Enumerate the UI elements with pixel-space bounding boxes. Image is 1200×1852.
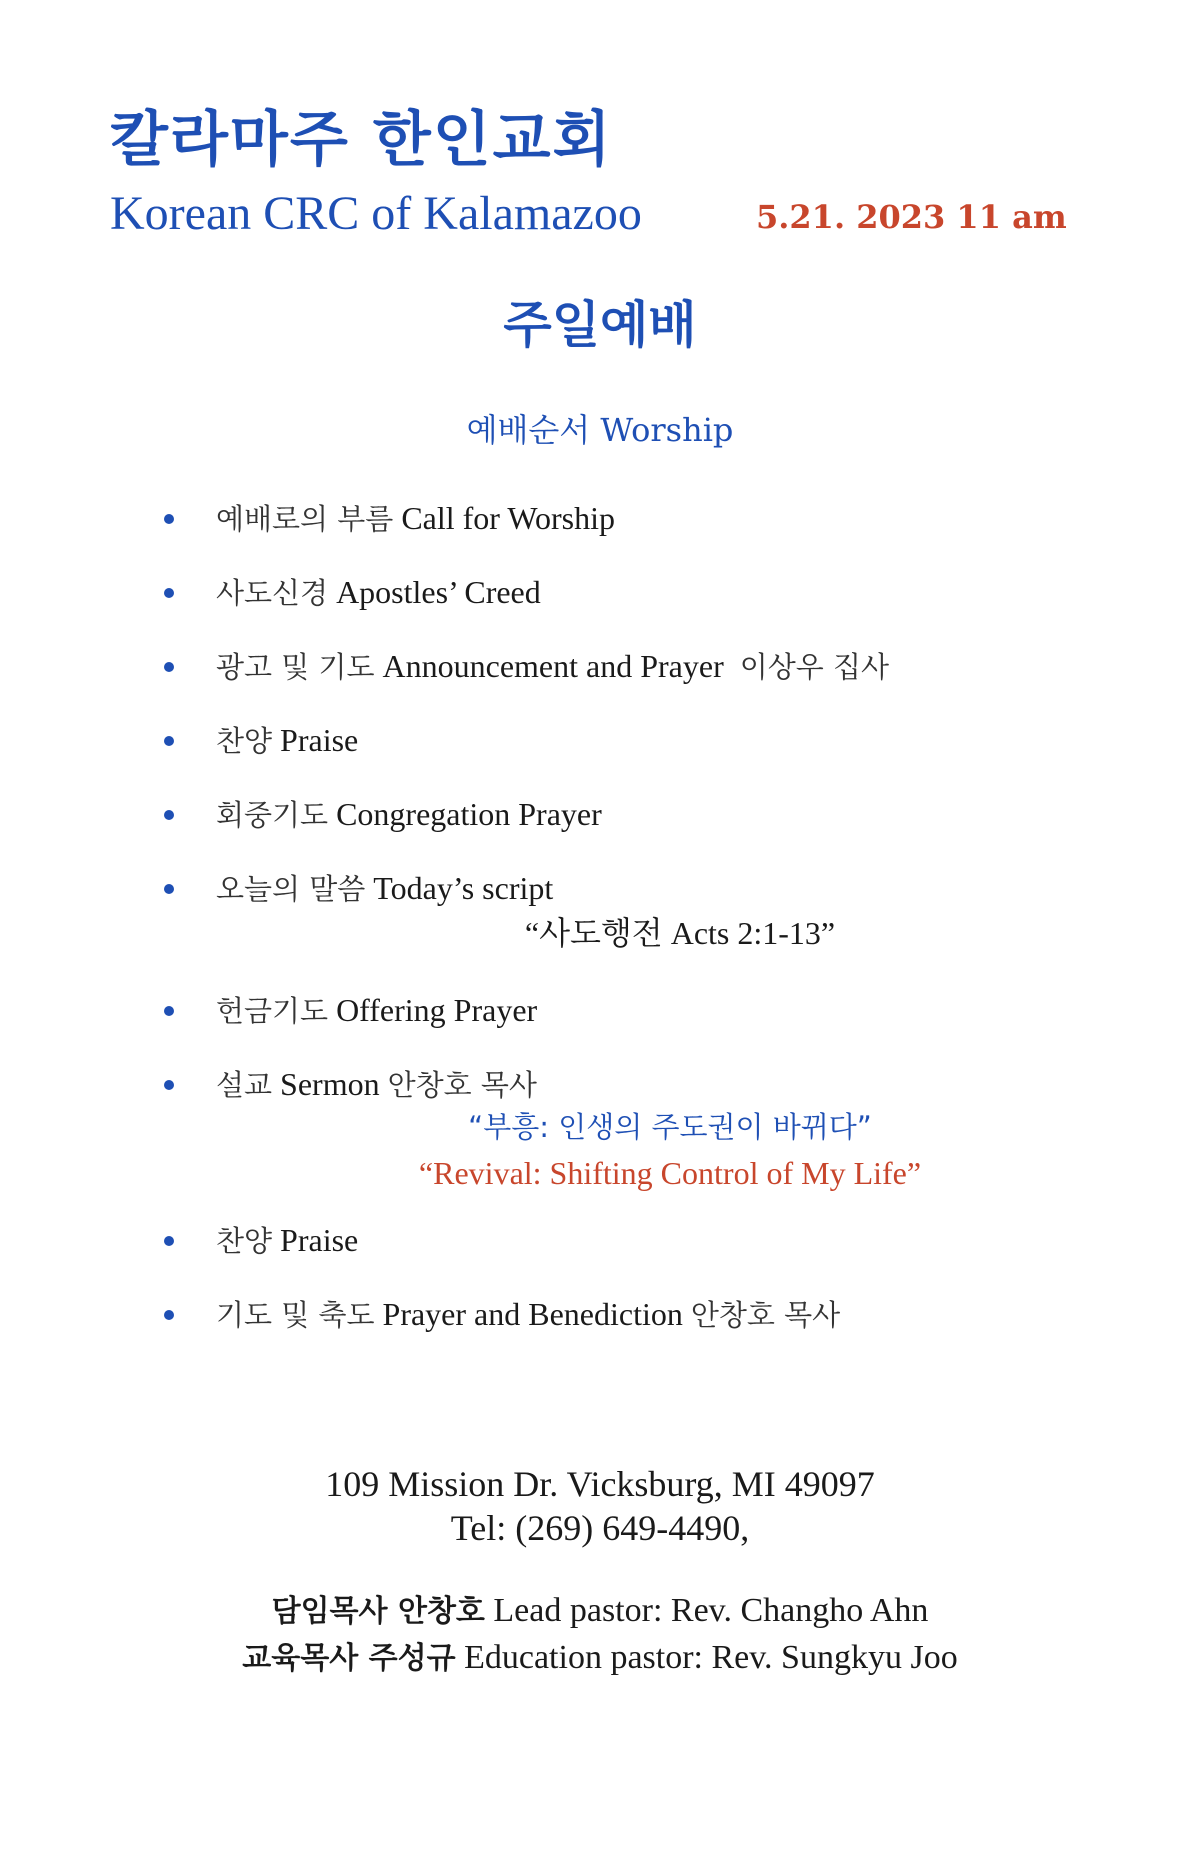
church-name-english: Korean CRC of Kalamazoo: [110, 187, 642, 240]
item-english: Apostles’ Creed: [336, 574, 541, 610]
list-item: [160, 490, 1060, 564]
item-leader: 이상우 집사: [739, 650, 890, 684]
list-item: [160, 564, 1060, 638]
item-english: Announcement and Prayer: [382, 648, 724, 684]
order-of-worship-title: 예배순서 Worship: [466, 411, 734, 449]
scripture-reference: “사도행전 Acts 2:1-13”: [524, 915, 836, 951]
bullet-icon: [164, 514, 174, 524]
item-korean: 설교: [216, 1068, 273, 1102]
list-item: [160, 1056, 1060, 1212]
sermon-title-korean: “부흥: 인생의 주도권이 바뀌다”: [468, 1110, 872, 1144]
item-korean: 헌금기도: [216, 994, 329, 1028]
item-english: Today’s script: [373, 870, 554, 906]
item-english: Call for Worship: [401, 500, 616, 536]
item-korean: 사도신경: [216, 576, 329, 610]
education-pastor-korean: 교육목사 주성규: [242, 1641, 456, 1676]
item-english: Offering Prayer: [336, 992, 538, 1028]
bullet-icon: [164, 1236, 174, 1246]
list-item: [160, 786, 1060, 860]
pastors-block: [0, 1588, 1200, 1682]
bullet-icon: [164, 884, 174, 894]
bullet-icon: [164, 1310, 174, 1320]
item-english: Praise: [280, 1222, 359, 1258]
item-korean: 예배로의 부름: [216, 502, 394, 536]
item-english: Congregation Prayer: [336, 796, 602, 832]
list-item: [160, 982, 1060, 1056]
item-korean: 찬양: [216, 724, 273, 758]
bullet-icon: [164, 662, 174, 672]
service-date: 5.21. 2023 11 am: [756, 198, 1067, 236]
service-title: 주일예배: [503, 296, 697, 354]
sermon-title-english: “Revival: Shifting Control of My Life”: [418, 1155, 922, 1191]
item-korean: 회중기도: [216, 798, 329, 832]
order-of-worship-list: [160, 490, 1060, 1360]
item-leader: 안창호 목사: [387, 1068, 537, 1102]
education-pastor-english: Education pastor: Rev. Sungkyu Joo: [464, 1639, 958, 1676]
item-korean: 기도 및 축도: [216, 1298, 375, 1332]
list-item: [160, 638, 1060, 712]
bullet-icon: [164, 736, 174, 746]
bullet-icon: [164, 1006, 174, 1016]
bullet-icon: [164, 1080, 174, 1090]
list-item: [160, 860, 1060, 982]
item-korean: 오늘의 말씀: [216, 872, 366, 906]
item-english: Prayer and Benediction: [382, 1296, 683, 1332]
list-item: [160, 1212, 1060, 1286]
item-leader: 안창호 목사: [690, 1298, 841, 1332]
item-english: Sermon: [280, 1066, 380, 1102]
church-address-block: [0, 1462, 1200, 1550]
list-item: [160, 1286, 1060, 1360]
bullet-icon: [164, 810, 174, 820]
address-line: 109 Mission Dr. Vicksburg, MI 49097: [325, 1464, 875, 1504]
lead-pastor-korean: 담임목사 안창호: [271, 1594, 485, 1629]
lead-pastor-english: Lead pastor: Rev. Changho Ahn: [493, 1592, 929, 1629]
church-name-korean: 칼라마주 한인교회: [110, 105, 613, 175]
item-korean: 찬양: [216, 1224, 273, 1258]
item-english: Praise: [280, 722, 359, 758]
item-korean: 광고 및 기도: [216, 650, 375, 684]
education-pastor-line: [0, 1635, 1200, 1682]
telephone-line: Tel: (269) 649-4490,: [450, 1508, 750, 1548]
list-item: [160, 712, 1060, 786]
lead-pastor-line: [0, 1588, 1200, 1635]
bullet-icon: [164, 588, 174, 598]
